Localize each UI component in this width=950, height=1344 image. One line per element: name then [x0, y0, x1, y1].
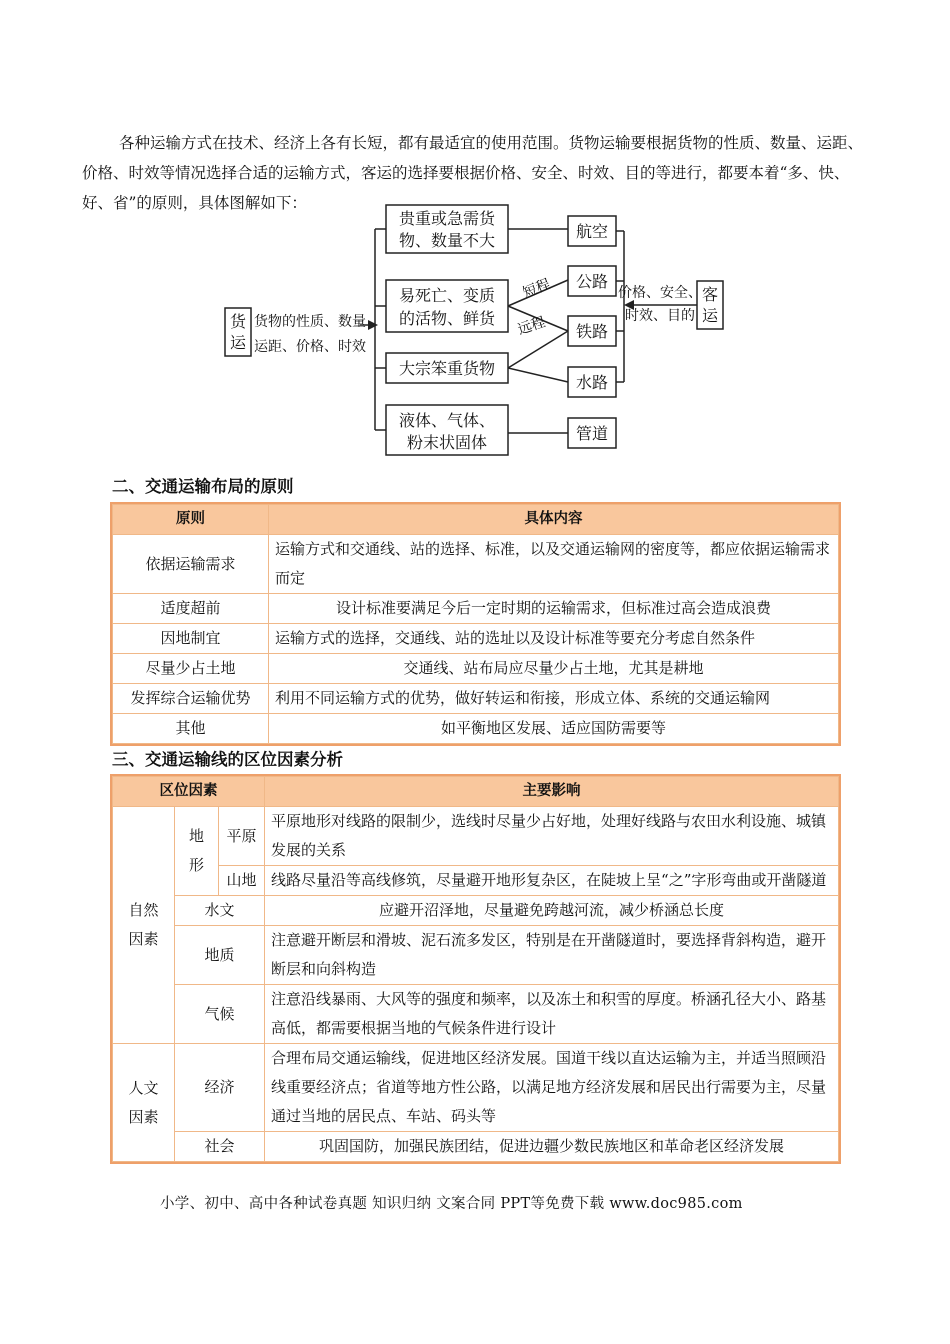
- economy-cell: 经济: [175, 1044, 265, 1132]
- climate-impact: 注意沿线暴雨、大风等的强度和频率，以及冻土和积雪的厚度。桥涵孔径大小、路基高低，都需要根据当地的气候条件进行设计: [265, 985, 839, 1044]
- passenger-factors-2: 时效、目的: [625, 308, 695, 324]
- col-header-factor: 区位因素: [113, 777, 265, 807]
- terrain-cell: 地形: [175, 807, 219, 896]
- long-distance-label: 远程: [515, 314, 548, 339]
- section-heading-location-factors: 三、交通运输线的区位因素分析: [112, 750, 343, 769]
- climate-cell: 气候: [175, 985, 265, 1044]
- hydrology-cell: 水文: [175, 896, 265, 926]
- economy-impact: 合理布局交通运输线，促进地区经济发展。国道干线以直达运输为主，并适当照顾沿线重要经济点；省道等地方性公路，以满足地方经济发展和居民出行需要为主，尽量通过当地的居民点、车站、码头等: [265, 1044, 839, 1132]
- freight-passenger-diagram: [0, 0, 950, 470]
- col-header-impact: 主要影响: [265, 777, 839, 807]
- table-header-row: [113, 777, 839, 807]
- human-factors-cell: 人文因素: [113, 1044, 175, 1162]
- table-row: [113, 807, 839, 866]
- principle-cell: 适度超前: [113, 594, 269, 624]
- table-row: [113, 684, 839, 714]
- table-row: [113, 594, 839, 624]
- table-row: [113, 535, 839, 594]
- category-4-line-1: 液体、气体、: [398, 411, 496, 430]
- col-header-content: 具体内容: [269, 505, 839, 535]
- freight-factors-2: 运距、价格、时效: [254, 339, 366, 355]
- category-4-line-2: 粉末状固体: [406, 433, 488, 452]
- table-row: [113, 896, 839, 926]
- table-row: [113, 714, 839, 744]
- content-cell: 如平衡地区发展、适应国防需要等: [269, 714, 839, 744]
- mode-air: 航空: [575, 222, 609, 241]
- mountain-impact: 线路尽量沿等高线修筑，尽量避开地形复杂区，在陡坡上呈“之”字形弯曲或开凿隧道: [265, 866, 839, 896]
- natural-factors-cell: 自然因素: [113, 807, 175, 1044]
- table-header-row: [113, 505, 839, 535]
- intro-paragraph: 各种运输方式在技术、经济上各有长短，都有最适宜的使用范围。货物运输要根据货物的性质、数量、运距、价格、时效等情况选择合适的运输方式，客运的选择要根据价格、安全、时效、目的等进行，都要本着“多、快、好、省”的原则，具体图解如下：: [82, 133, 864, 212]
- principle-cell: 发挥综合运输优势: [113, 684, 269, 714]
- content-cell: 运输方式的选择，交通线、站的选址以及设计标准等要充分考虑自然条件: [269, 624, 839, 654]
- geology-cell: 地质: [175, 926, 265, 985]
- category-3: 大宗笨重货物: [398, 359, 496, 378]
- category-2-line-1: 易死亡、变质: [398, 286, 496, 305]
- table-row: [113, 1044, 839, 1132]
- page-footer: 小学、初中、高中各种试卷真题 知识归纳 文案合同 PPT等免费下载 www.doc985.com: [160, 1196, 743, 1212]
- passenger-factors-1: 价格、安全、: [618, 285, 702, 301]
- content-cell: 利用不同运输方式的优势，做好转运和衔接，形成立体、系统的交通运输网: [269, 684, 839, 714]
- section-heading-layout-principles: 二、交通运输布局的原则: [112, 477, 294, 496]
- category-1-line-2: 物、数量不大: [398, 231, 496, 250]
- mode-water: 水路: [575, 373, 609, 392]
- society-impact: 巩固国防，加强民族团结，促进边疆少数民族地区和革命老区经济发展: [265, 1132, 839, 1162]
- mountain-cell: 山地: [219, 866, 265, 896]
- plain-cell: 平原: [219, 807, 265, 866]
- short-distance-label: 短程: [520, 276, 553, 302]
- principle-cell: 尽量少占土地: [113, 654, 269, 684]
- table-row: [113, 926, 839, 985]
- table-row: [113, 985, 839, 1044]
- freight-label-1: 货: [229, 312, 247, 331]
- passenger-label-1: 客: [701, 285, 719, 304]
- mode-road: 公路: [575, 272, 609, 291]
- mode-pipe: 管道: [575, 424, 609, 443]
- table-row: [113, 866, 839, 896]
- society-cell: 社会: [175, 1132, 265, 1162]
- principles-table: [112, 504, 839, 744]
- plain-impact: 平原地形对线路的限制少，选线时尽量少占好地，处理好线路与农田水利设施、城镇发展的关系: [265, 807, 839, 866]
- hydrology-impact: 应避开沼泽地，尽量避免跨越河流，减少桥涵总长度: [265, 896, 839, 926]
- content-cell: 设计标准要满足今后一定时期的运输需求，但标准过高会造成浪费: [269, 594, 839, 624]
- content-cell: 运输方式和交通线、站的选择、标准，以及交通运输网的密度等，都应依据运输需求而定: [269, 535, 839, 594]
- principle-cell: 依据运输需求: [113, 535, 269, 594]
- table-row: [113, 1132, 839, 1162]
- category-2-line-2: 的活物、鲜货: [398, 309, 496, 328]
- col-header-principle: 原则: [113, 505, 269, 535]
- principle-cell: 因地制宜: [113, 624, 269, 654]
- location-factors-table: [112, 776, 839, 1162]
- content-cell: 交通线、站布局应尽量少占土地，尤其是耕地: [269, 654, 839, 684]
- freight-factors-1: 货物的性质、数量: [254, 314, 366, 330]
- geology-impact: 注意避开断层和滑坡、泥石流多发区，特别是在开凿隧道时，要选择背斜构造，避开断层和向斜构造: [265, 926, 839, 985]
- passenger-label-2: 运: [701, 306, 719, 325]
- table-row: [113, 654, 839, 684]
- category-1-line-1: 贵重或急需货: [398, 209, 496, 228]
- freight-label-2: 运: [229, 333, 247, 352]
- table-row: [113, 624, 839, 654]
- principle-cell: 其他: [113, 714, 269, 744]
- mode-rail: 铁路: [575, 322, 609, 341]
